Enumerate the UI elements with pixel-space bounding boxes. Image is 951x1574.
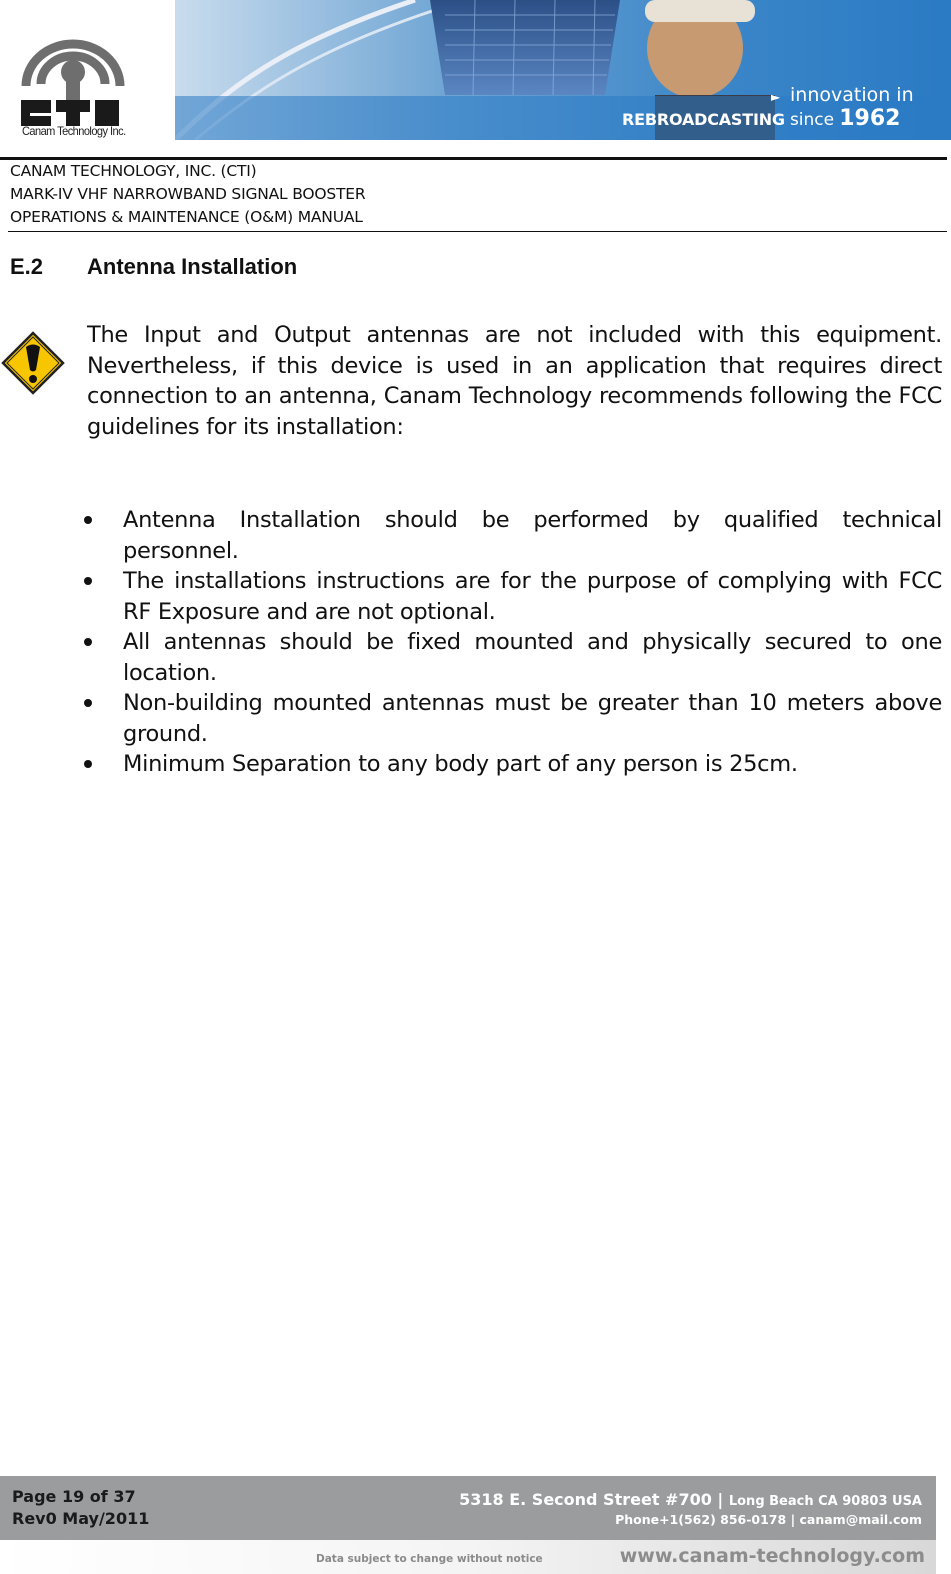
address-city: Long Beach CA 90803 USA [728,1494,922,1509]
address-street: 5318 E. Second Street #700 | [459,1490,724,1509]
intro-paragraph: The Input and Output antennas are not included with this equipment. Nevertheless, if this device is used in an application that requires direct connection to an antenna, Canam Technology recommends following the FCC guidelines for its installation: [87,322,942,440]
logo-company-name: Canam Technology Inc. [22,124,126,138]
warning-icon [0,330,66,396]
list-item [80,505,942,566]
change-notice: Data subject to change without notice [316,1553,543,1565]
list-item [80,566,942,627]
tagline-year: 1962 [839,106,901,131]
bullet-icon [84,638,92,646]
header-rule-bottom [8,231,947,232]
list-item-text: Antenna Installation should be performed by qualified technical personnel. [123,507,942,564]
list-item-text: Non-building mounted antennas must be greater than 10 meters above ground. [123,690,942,747]
list-item-text: All antennas should be fixed mounted and physically secured to one location. [123,629,942,686]
footer-contact [615,1512,922,1527]
bullet-icon [84,699,92,707]
website-link[interactable]: www.canam-technology.com [619,1545,925,1567]
page-number: Page 19 of 37 [12,1487,136,1506]
contact-separator: | [790,1512,800,1527]
list-item-text: Minimum Separation to any body part of any person is 25cm. [123,751,798,777]
header-banner [0,0,951,150]
section-number: E.2 [10,254,44,279]
list-item [80,688,942,749]
bullet-icon [84,760,92,768]
page-footer [0,1476,936,1540]
tagline-rebroadcasting [622,106,900,131]
bullet-icon [84,516,92,524]
tagline-word-since: since [789,110,835,130]
list-item [80,749,942,780]
bullet-icon [84,577,92,585]
tagline-word-rebroadcasting: REBROADCASTING [622,110,785,129]
revision: Rev0 May/2011 [12,1509,150,1528]
list-item-text: The installations instructions are for the purpose of complying with FCC RF Exposure and are not optional. [123,568,942,625]
email-link[interactable]: canam@mail.com [799,1512,922,1527]
header-rule-top [0,157,947,160]
installation-guidelines-list [80,505,942,780]
section-title: Antenna Installation [87,254,298,279]
phone: Phone+1(562) 856-0178 [615,1512,787,1527]
header-manual-type: OPERATIONS & MAINTENANCE (O&M) MANUAL [10,208,363,226]
tagline-innovation: innovation in [790,84,914,106]
header-product: MARK-IV VHF NARROWBAND SIGNAL BOOSTER [10,185,366,203]
list-item [80,627,942,688]
header-company: CANAM TECHNOLOGY, INC. (CTI) [10,162,257,180]
play-arrow-icon: ► [771,90,781,104]
footer-address [459,1490,922,1509]
